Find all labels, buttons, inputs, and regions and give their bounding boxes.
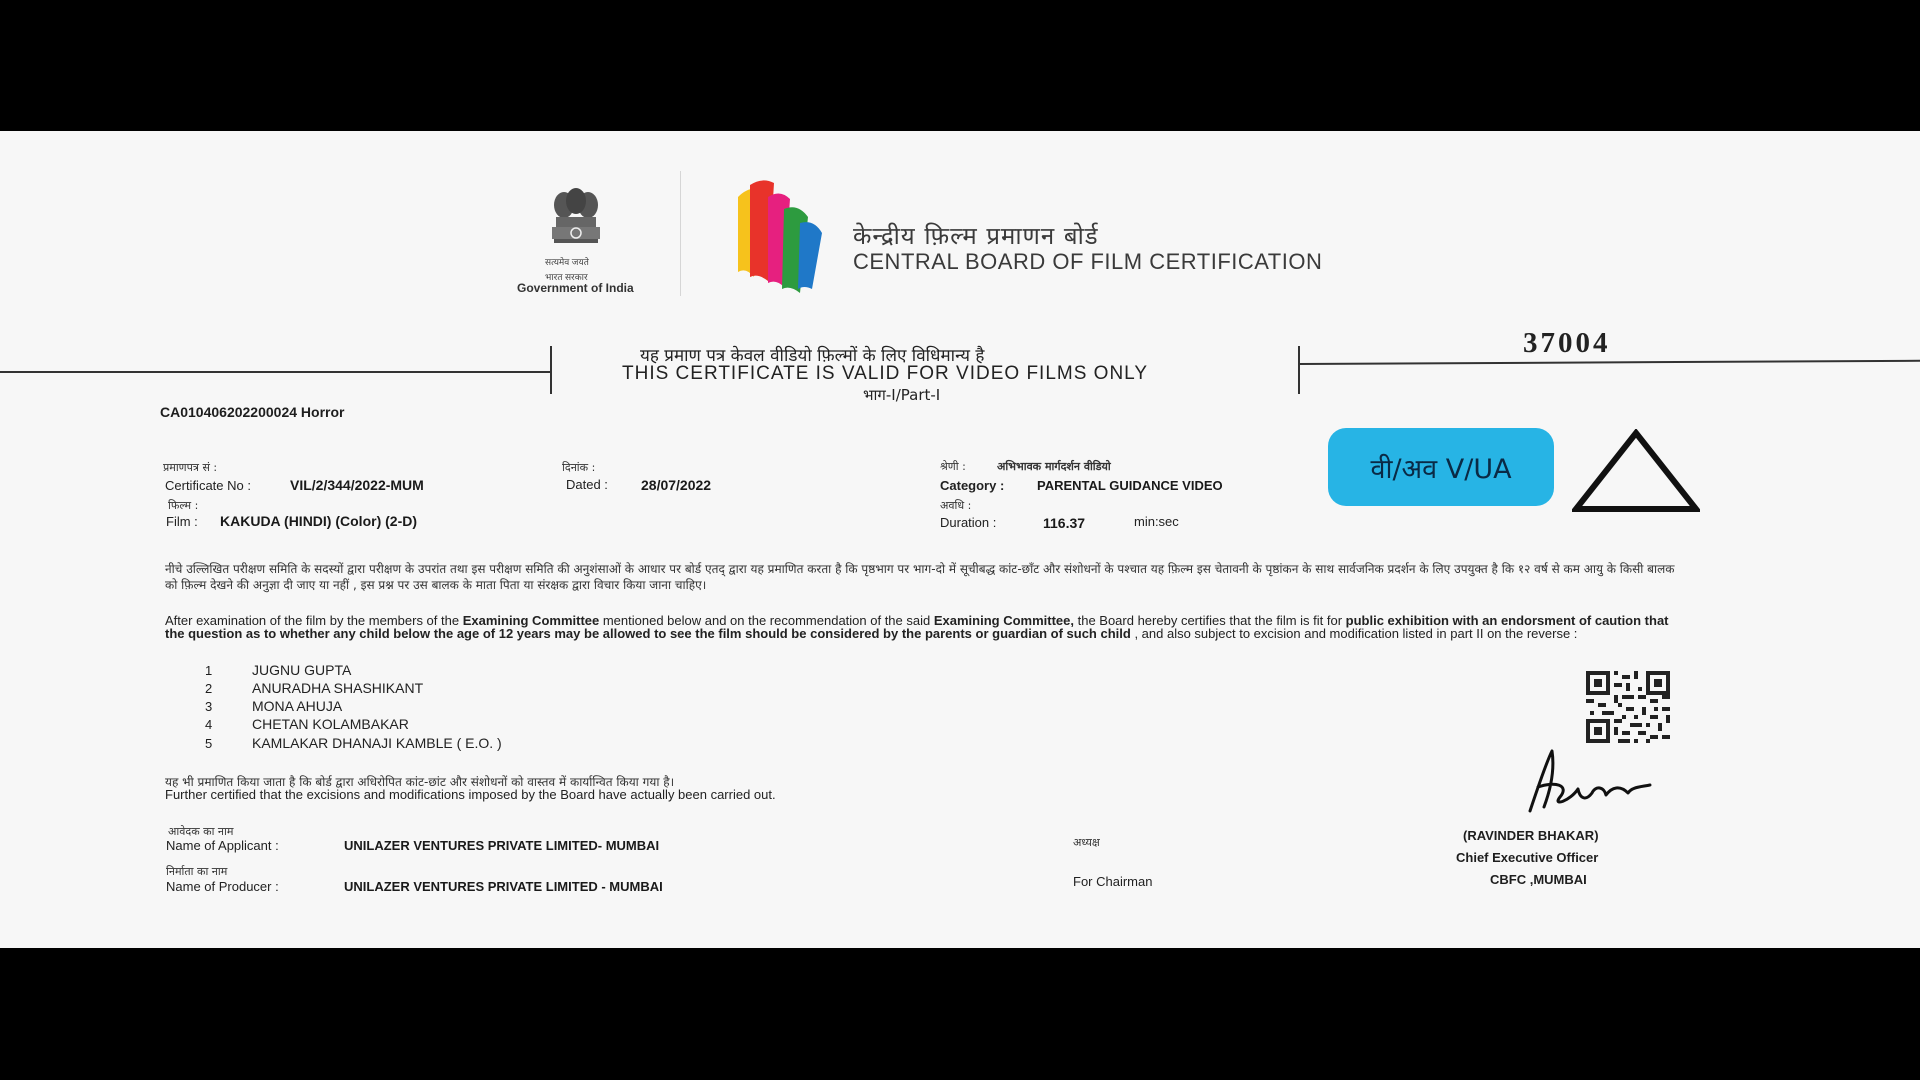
chairman-label-hindi: अध्यक्ष [1073,836,1100,849]
cert-no-value: VIL/2/344/2022-MUM [290,477,424,493]
member-number: 2 [205,681,213,696]
category-label-hindi: श्रेणी : [940,460,966,473]
warning-triangle-icon [1572,429,1700,513]
category-value: PARENTAL GUIDANCE VIDEO [1037,478,1223,493]
reference-code: CA010406202200024 Horror [160,404,345,420]
text-run: After examination of the film by the members of the [165,613,463,628]
category-label: Category : [940,478,1005,493]
cert-no-label-hindi: प्रमाणपत्र सं : [163,461,218,474]
certificate [0,131,1920,948]
banner-rule-right [1299,360,1920,365]
chairman-label: For Chairman [1073,874,1153,889]
signatory-title: Chief Executive Officer [1456,850,1599,865]
government-label: Government of India [517,281,634,295]
producer-label-hindi: निर्माता का नाम [166,865,228,878]
member-number: 1 [205,663,213,678]
text-run: the Board hereby certifies that the film is fit for [1073,613,1346,628]
certification-text-hindi: नीचे उल्लिखित परीक्षण समिति के सदस्यों द्वारा परीक्षण के उपरांत तथा इस परीक्षण समिति की अनुशंसाओं के आधार पर बोर्ड एतद् द्वारा यह प्रमाणित करता है कि पृष्ठभाग पर भाग-दो में सूचीबद्ध कांट-छाँट और संशोधनों के पश्चात यह फ़िल्म इस चेतावनी के पृष्ठांकन के साथ सार्वजनिक प्रदर्शन के लिए उपयुक्त है कि १२ वर्ष से कम आयु के किसी बालक को फ़िल्म देखने की अनुज्ञा दी जाए या नहीं , इस प्रश्न पर उस बालक के माता पिता या संरक्षक द्वारा विचार किया जाना चाहिए। [165,562,1675,592]
header-divider [680,171,681,296]
producer-label: Name of Producer : [166,879,279,894]
banner-rule-left [0,371,552,373]
member-name: MONA AHUJA [252,698,343,714]
validity-note-hindi: यह प्रमाण पत्र केवल वीडियो फ़िल्मों के लिए विधिमान्य है [640,346,985,366]
duration-value: 116.37 [1043,515,1086,531]
part-label: भाग-I/Part-I [863,386,941,404]
rating-badge: वी/अव V/UA [1328,428,1554,506]
date-value: 28/07/2022 [641,477,712,493]
film-label-hindi: फिल्म : [168,499,199,512]
banner-tick-right [1298,346,1300,394]
further-certification-hindi: यह भी प्रमाणित किया जाता है कि बोर्ड द्वारा अधिरोपित कांट-छांट और संशोधनों को वास्तव में कार्यान्वित किया गया है। [165,775,675,789]
member-number: 4 [205,717,213,732]
board-name-english: CENTRAL BOARD OF FILM CERTIFICATION [853,249,1323,274]
duration-label-hindi: अवधि : [940,499,972,512]
applicant-label: Name of Applicant : [166,838,279,853]
duration-unit: min:sec [1134,514,1179,529]
qr-code-icon [1586,671,1670,743]
emblem-caption-hindi: भारत सरकार [545,272,588,282]
member-number: 3 [205,699,213,714]
serial-number: 37004 [1523,327,1611,359]
banner-tick-left [550,346,552,394]
board-name-hindi: केन्द्रीय फ़िल्म प्रमाणन बोर्ड [853,222,1099,250]
validity-note: THIS CERTIFICATE IS VALID FOR VIDEO FILMS ONLY [622,363,1149,384]
producer-name: UNILAZER VENTURES PRIVATE LIMITED - MUMBAI [344,879,663,894]
signatory-name: (RAVINDER BHAKAR) [1463,828,1599,843]
member-name: CHETAN KOLAMBAKAR [252,716,409,732]
text-run-bold: public exhibition with an endorsment of caution that the question as to whether any child below the age of 12 years may be allowed to see the film should be considered by the parents or guardian of such child [165,613,1669,641]
applicant-label-hindi: आवेदक का नाम [168,825,234,838]
film-title: KAKUDA (HINDI) (Color) (2-D) [220,513,418,529]
member-name: KAMLAKAR DHANAJI KAMBLE ( E.O. ) [252,735,502,751]
category-value-hindi: अभिभावक मार्गदर्शन वीडियो [997,460,1111,473]
cert-no-label: Certificate No : [165,478,251,493]
emblem-caption: सत्यमेव जयते [545,257,589,267]
text-run-bold: Examining Committee, [933,613,1074,628]
text-run: mentioned below and on the recommendation of the said [599,613,934,628]
member-name: JUGNU GUPTA [252,662,352,678]
further-certification: Further certified that the excisions and modifications imposed by the Board have actually been carried out. [165,787,776,802]
cbfc-logo-icon [728,177,838,297]
signature-image [1500,741,1660,821]
film-label: Film : [166,514,198,529]
text-run-bold: Examining Committee [462,613,600,628]
certification-text [165,614,1675,640]
text-run: , and also subject to excision and modification listed in part II on the reverse : [1130,626,1578,641]
applicant-name: UNILAZER VENTURES PRIVATE LIMITED- MUMBAI [344,838,660,853]
member-name: ANURADHA SHASHIKANT [252,680,424,696]
duration-label: Duration : [940,515,997,530]
signatory-office: CBFC ,MUMBAI [1490,872,1587,887]
date-label-hindi: दिनांक : [562,461,596,474]
date-label: Dated : [566,477,608,492]
member-number: 5 [205,736,213,751]
